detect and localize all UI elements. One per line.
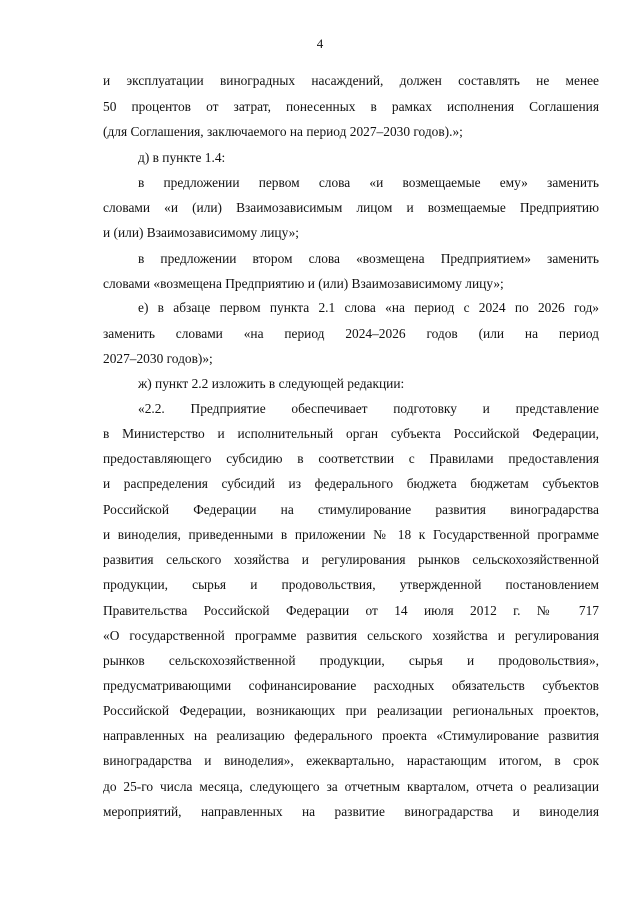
text-line: предоставляющего субсидию в соответствии с Правилами предоставления [103, 451, 599, 466]
text-line: 2027–2030 годов)»; [103, 351, 213, 366]
text-line: в предложении втором слова «возмещена Предприятием» заменить [138, 251, 599, 266]
text-line: в предложении первом слова «и возмещаемые ему» заменить [138, 175, 599, 190]
text-line: направленных на реализацию федерального проекта «Стимулирование развития [103, 728, 599, 743]
text-line: «2.2. Предприятие обеспечивает подготовку и представление [138, 401, 599, 416]
text-line: словами «возмещена Предприятию и (или) Взаимозависимому лицу»; [103, 276, 504, 291]
text-line: «О государственной программе развития сельского хозяйства и регулирования [103, 628, 599, 643]
text-line: ж) пункт 2.2 изложить в следующей редакции: [138, 376, 405, 391]
text-line: 50 процентов от затрат, понесенных в рамках исполнения Соглашения [103, 99, 599, 114]
text-line: д) в пункте 1.4: [138, 150, 226, 165]
text-line: мероприятий, направленных на развитие виноградарства и виноделия [103, 804, 599, 819]
text-line: (для Соглашения, заключаемого на период 2027–2030 годов).»; [103, 124, 463, 139]
text-line: продукции, сырья и продовольствия, утвержденной постановлением [103, 577, 599, 592]
text-line: е) в абзаце первом пункта 2.1 слова «на период с 2024 по 2026 год» [138, 300, 599, 315]
page-number: 4 [316, 36, 324, 51]
text-line: и виноделия, приведенными в приложении № 18 к Государственной программе [103, 527, 599, 542]
text-line: Российской Федерации, возникающих при реализации региональных проектов, [103, 703, 599, 718]
text-line: заменить словами «на период 2024–2026 годов (или на период [103, 326, 599, 341]
text-line: предусматривающими софинансирование расходных обязательств субъектов [103, 678, 599, 693]
text-line: и (или) Взаимозависимому лицу»; [103, 225, 300, 240]
text-line: и распределения субсидий из федерального бюджета бюджетам субъектов [103, 476, 599, 491]
text-line: до 25-го числа месяца, следующего за отчетным кварталом, отчета о реализации [103, 779, 599, 794]
text-line: словами «и (или) Взаимозависимым лицом и возмещаемые Предприятию [103, 200, 599, 215]
text-line: виноградарства и виноделия», ежеквартально, нарастающим итогом, в срок [103, 753, 599, 768]
text-line: рынков сельскохозяйственной продукции, сырья и продовольствия», [103, 653, 599, 668]
text-line: Российской Федерации на стимулирование развития виноградарства [103, 502, 599, 517]
text-line: развития сельского хозяйства и регулирования рынков сельскохозяйственной [103, 552, 599, 567]
text-line: и эксплуатации виноградных насаждений, должен составлять не менее [103, 73, 599, 88]
text-line: в Министерство и исполнительный орган субъекта Российской Федерации, [103, 426, 599, 441]
text-line: Правительства Российской Федерации от 14 июля 2012 г. № 717 [103, 603, 599, 618]
